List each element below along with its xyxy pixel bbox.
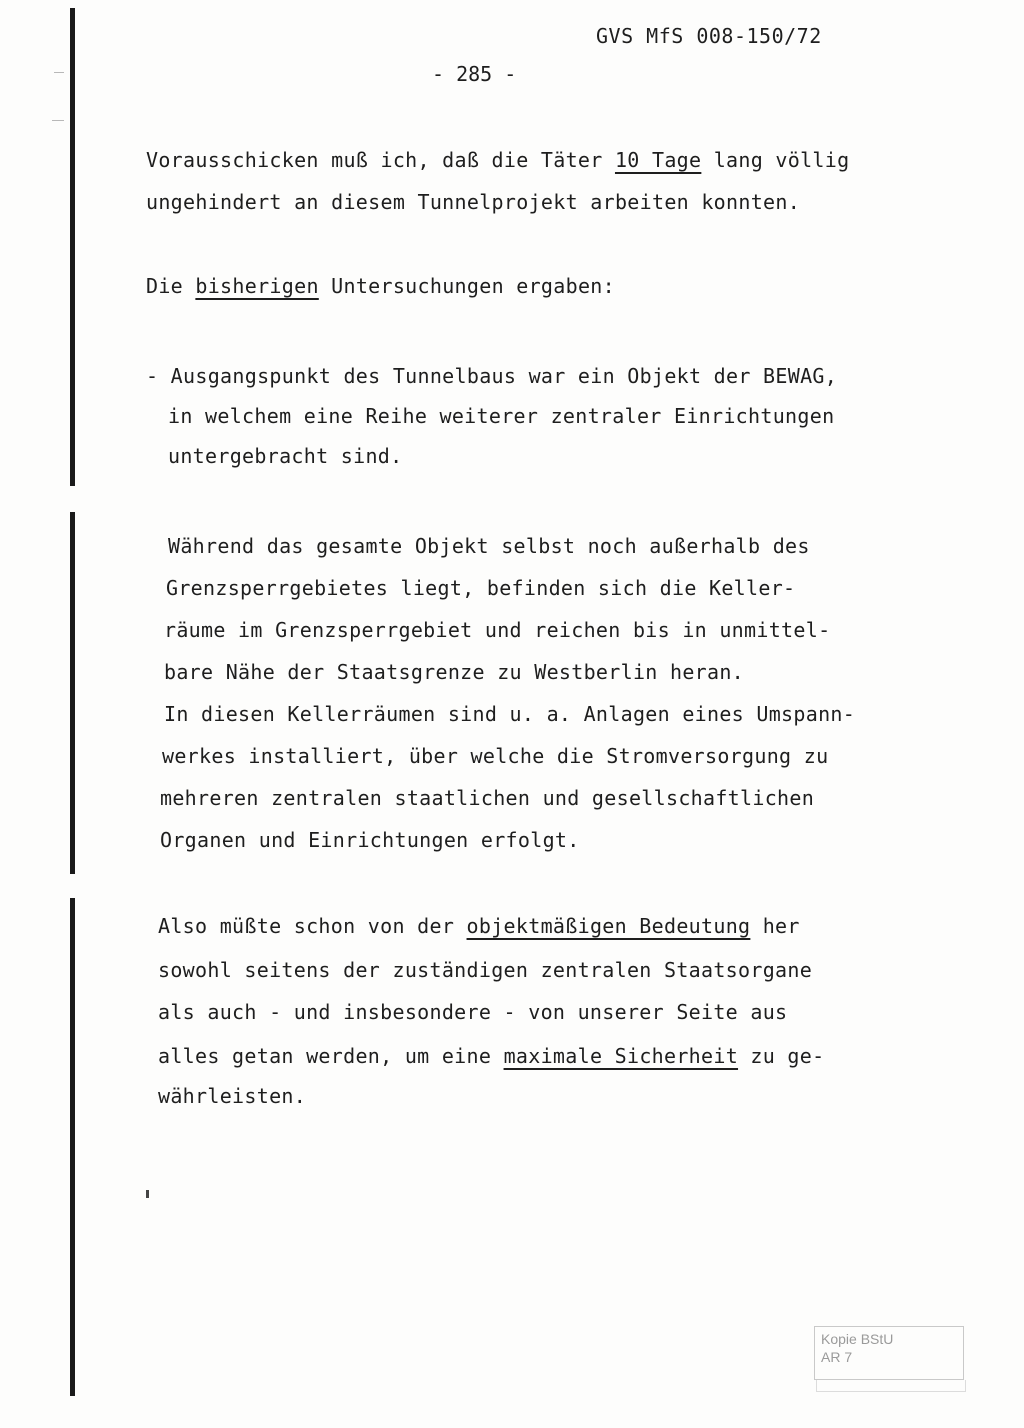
body-line: mehreren zentralen staatlichen und gesellschaftlichen	[160, 786, 815, 810]
body-line: Grenzsperrgebietes liegt, befinden sich die Keller-	[166, 576, 796, 600]
underlined-text: bisherigen	[195, 274, 319, 298]
underlined-text: objektmäßigen Bedeutung	[466, 914, 751, 938]
binder-mark	[70, 898, 75, 1396]
binder-mark	[70, 512, 75, 874]
stamp-border	[816, 1380, 966, 1392]
body-line	[158, 914, 800, 938]
body-line: währleisten.	[158, 1084, 307, 1108]
page-number: - 285 -	[432, 62, 517, 86]
underlined-text: maximale Sicherheit	[503, 1044, 739, 1068]
body-line: - Ausgangspunkt des Tunnelbaus war ein Objekt der BEWAG,	[146, 364, 838, 388]
document-reference: GVS MfS 008-150/72	[596, 24, 822, 48]
body-line: ungehindert an diesem Tunnelprojekt arbeiten konnten.	[146, 190, 801, 214]
body-line: Während das gesamte Objekt selbst noch außerhalb des	[168, 534, 810, 558]
body-line: räume im Grenzsperrgebiet und reichen bis in unmittel-	[164, 618, 831, 642]
body-line	[158, 1044, 824, 1068]
binder-mark	[70, 8, 75, 486]
text-segment: Vorausschicken muß ich, daß die Täter	[146, 148, 615, 172]
body-line: untergebracht sind.	[168, 444, 403, 468]
body-line: sowohl seitens der zuständigen zentralen Staatsorgane	[158, 958, 813, 982]
body-line: als auch - und insbesondere - von unserer Seite aus	[158, 1000, 788, 1024]
text-segment: zu ge-	[738, 1044, 825, 1068]
body-line: bare Nähe der Staatsgrenze zu Westberlin heran.	[164, 660, 745, 684]
text-segment: Also müßte schon von der	[158, 914, 467, 938]
stamp-line: Kopie BStU	[821, 1331, 894, 1347]
underlined-text: 10 Tage	[614, 148, 702, 172]
body-line	[146, 148, 849, 172]
archive-stamp	[814, 1326, 964, 1380]
body-line: in welchem eine Reihe weiterer zentraler Einrichtungen	[168, 404, 835, 428]
text-segment: Die	[146, 274, 196, 298]
stray-mark	[146, 1190, 149, 1198]
stamp-line: AR 7	[821, 1349, 853, 1365]
body-line: werkes installiert, über welche die Stromversorgung zu	[162, 744, 829, 768]
body-line: Organen und Einrichtungen erfolgt.	[160, 828, 580, 852]
body-line	[146, 274, 615, 298]
text-segment: Untersuchungen ergaben:	[318, 274, 615, 298]
body-line: In diesen Kellerräumen sind u. a. Anlagen eines Umspann-	[164, 702, 856, 726]
text-segment: her	[750, 914, 800, 938]
margin-tick	[52, 120, 64, 121]
text-segment: lang völlig	[701, 148, 850, 172]
margin-tick	[54, 72, 64, 73]
text-segment: alles getan werden, um eine	[158, 1044, 504, 1068]
